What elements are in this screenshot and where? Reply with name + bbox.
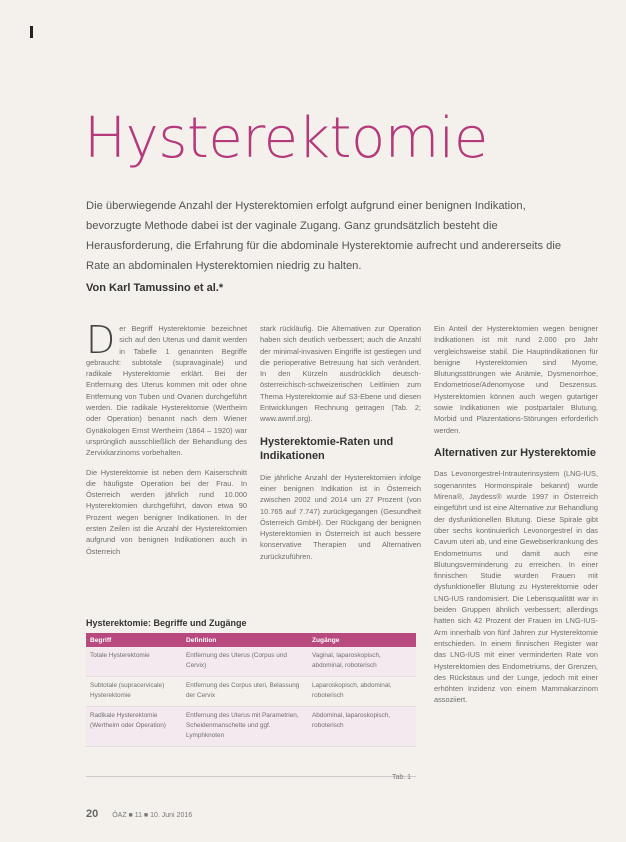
page-number: 20 [86, 808, 99, 820]
author-byline: Von Karl Tamussino et al.* [86, 282, 224, 294]
paragraph: Die jährliche Anzahl der Hysterektomien infolge einer benignen Indikation ist in Österreich zwischen 2002 und 2014 um 27 Prozent (von 10.765 auf 7.747) zurückgegangen (Gesundheit Österreich GmbH). Der Rückgang der benignen Hysterektomien in Österreich ist auch bessere konservative Therapien und Alternativen zurückzuführen. [260, 472, 421, 561]
column-header: Definition [182, 633, 308, 647]
page-footer [86, 808, 192, 820]
table-cell: Laparoskopisch, abdominal, roboterisch [308, 677, 416, 707]
issue-info: ÖAZ ■ 11 ■ 10. Juni 2016 [112, 812, 193, 819]
table-cell: Entfernung des Uterus (Corpus und Cervix) [182, 647, 308, 677]
definitions-table [86, 633, 416, 747]
paragraph [86, 318, 247, 459]
crop-mark [30, 26, 33, 38]
paragraph: Ein Anteil der Hysterektomien wegen benigner Indikationen ist mit rund 2.000 pro Jahr vergleichsweise stabil. Die Hauptindikationen für benigne Hysterektomien sind Myome, Blutungsstörungen wie Anämie, Dysmenorrhoe, Endometriose/Adenomyose und Deszensus. Hysterektomien können auch wegen gutartiger sowie Indikationen wie postpartaler Blutung, Morbid und Plazentations-Störungen erforderlich werden. [434, 324, 598, 435]
table-title: Hysterektomie: Begriffe und Zugänge [86, 618, 247, 628]
table-header-row [86, 633, 416, 647]
table-cell: Entfernung des Uterus mit Parametrien, Scheidenmanschette und ggf. Lymphknoten [182, 707, 308, 747]
text-column-1 [86, 318, 247, 565]
table-row [86, 677, 416, 707]
paragraph: Das Levonorgestrel-Intrauterinsystem (LNG-IUS, sogenanntes Hormonspirale bekannt) wurde Mirena®, Jaydess® wurde 1997 in Österreich eingeführt und ist eine Alternative zur Behandlung der dysfunktionellen Blutung. Diese Spirale gibt über sechs kontinuierlich Levonorgestrel in das Cavum uteri ab, und eine Gewebserkrankung des Endometriums und damit auch eine Blutungsverminderung zu erreichen. In einer finnischen Studie wurden Frauen mit dysfunktioneller Blutung zu Hysterektomie oder LNG-IUS randomisiert. Die Lebensqualität war in beiden Gruppen ähnlich verbessert; allerdings hatten sich 42 Prozent der Frauen im LNG-IUS-Arm innerhalb von fünf Jahren zur Hysterektomie entschieden. In einem finnischen Register war das LNG-IUS mit einer verminderten Rate von Hysterektomien des Endometriums, der Grenzen, des Rückstaus und der Lunge, jedoch mit einer erhöhten Inzidenz von einem Mammakarzinom assoziiert. [434, 469, 598, 705]
table-cell: Vaginal, laparoskopisch, abdominal, roboterisch [308, 647, 416, 677]
table-row [86, 647, 416, 677]
table-cell: Subtotale (supracervicale) Hysterektomie [86, 677, 182, 707]
table-bottom-rule [86, 776, 416, 777]
paragraph: Die Hysterektomie ist neben dem Kaiserschnitt die häufigste Operation bei der Frau. In Österreich werden jährlich rund 10.000 Hysterektomien durchgeführt, davon etwa 90 Prozent wegen benigner Indikationen. In der ersten Zeilen ist die Anzahl der Hysterektomien aufgrund von benignen Indikationen auch in Österreich [86, 467, 247, 556]
table-label: Tab. 1 [392, 774, 412, 781]
text-column-2 [260, 323, 421, 570]
table-cell: Entfernung des Corpus uteri, Belassung der Cervix [182, 677, 308, 707]
column-header: Begriff [86, 633, 182, 647]
section-heading-alternatives: Alternativen zur Hysterektomie [434, 446, 596, 459]
table-cell: Totale Hysterektomie [86, 647, 182, 677]
article-title: Hysterektomie [84, 106, 488, 171]
table-cell: Radikale Hysterektomie (Wertheim oder Operation) [86, 707, 182, 747]
definitions-table-block [86, 618, 416, 747]
table-cell: Abdominal, laparoskopisch, roboterisch [308, 707, 416, 747]
text-column-3 [434, 323, 598, 714]
column-header: Zugänge [308, 633, 416, 647]
section-heading-rates: Hysterektomie-Raten und Indikationen [260, 435, 394, 463]
paragraph-text: er Begriff Hysterektomie bezeichnet sich auf den Uterus und damit werden in Tabelle 1 genannten Begriffe gebraucht: subtotale (supravaginale) und radikale Hysterektomie erklärt. Bei der Entfernung des Uterus kommen mit oder ohne Entfernung von Tuben und Ovarien durchgeführt werden. Die radikale Hysterektomie (Wertheim oder Operation) benannt nach dem Wiener Gynäkologen Ernst Wertheim (1864 – 1920) war ursprünglich ausschließlich der Behandlung des Zervixkarzinoms vorbehalten. [86, 324, 247, 458]
paragraph: stark rückläufig. Die Alternativen zur Operation haben sich deutlich verbessert; auch die Anzahl der minimal-invasiven Eingriffe ist gestiegen und die perioperative Betreuung hat sich verändert. In den Kürzeln ausdrücklich deutsch-österreichisch-schweizerischen Leitlinien zum Thema Hysterektomie auf S3-Ebene und diesen Entwicklungen Rechnung getragen (Tab. 2; www.awmf.org). [260, 324, 421, 424]
article-lead: Die überwiegende Anzahl der Hysterektomien erfolgt aufgrund einer benignen Indikation, bevorzugte Methode dabei ist der vaginale Zugang. Ganz grundsätzlich besteht die Herausforderung, die Erfahrung für die abdominale Hysterektomie aufrecht und andererseits die Rate an abdominalen Hysterektomien niedrig zu halten. [86, 200, 562, 272]
drop-cap: D [86, 318, 116, 362]
table-row [86, 707, 416, 747]
